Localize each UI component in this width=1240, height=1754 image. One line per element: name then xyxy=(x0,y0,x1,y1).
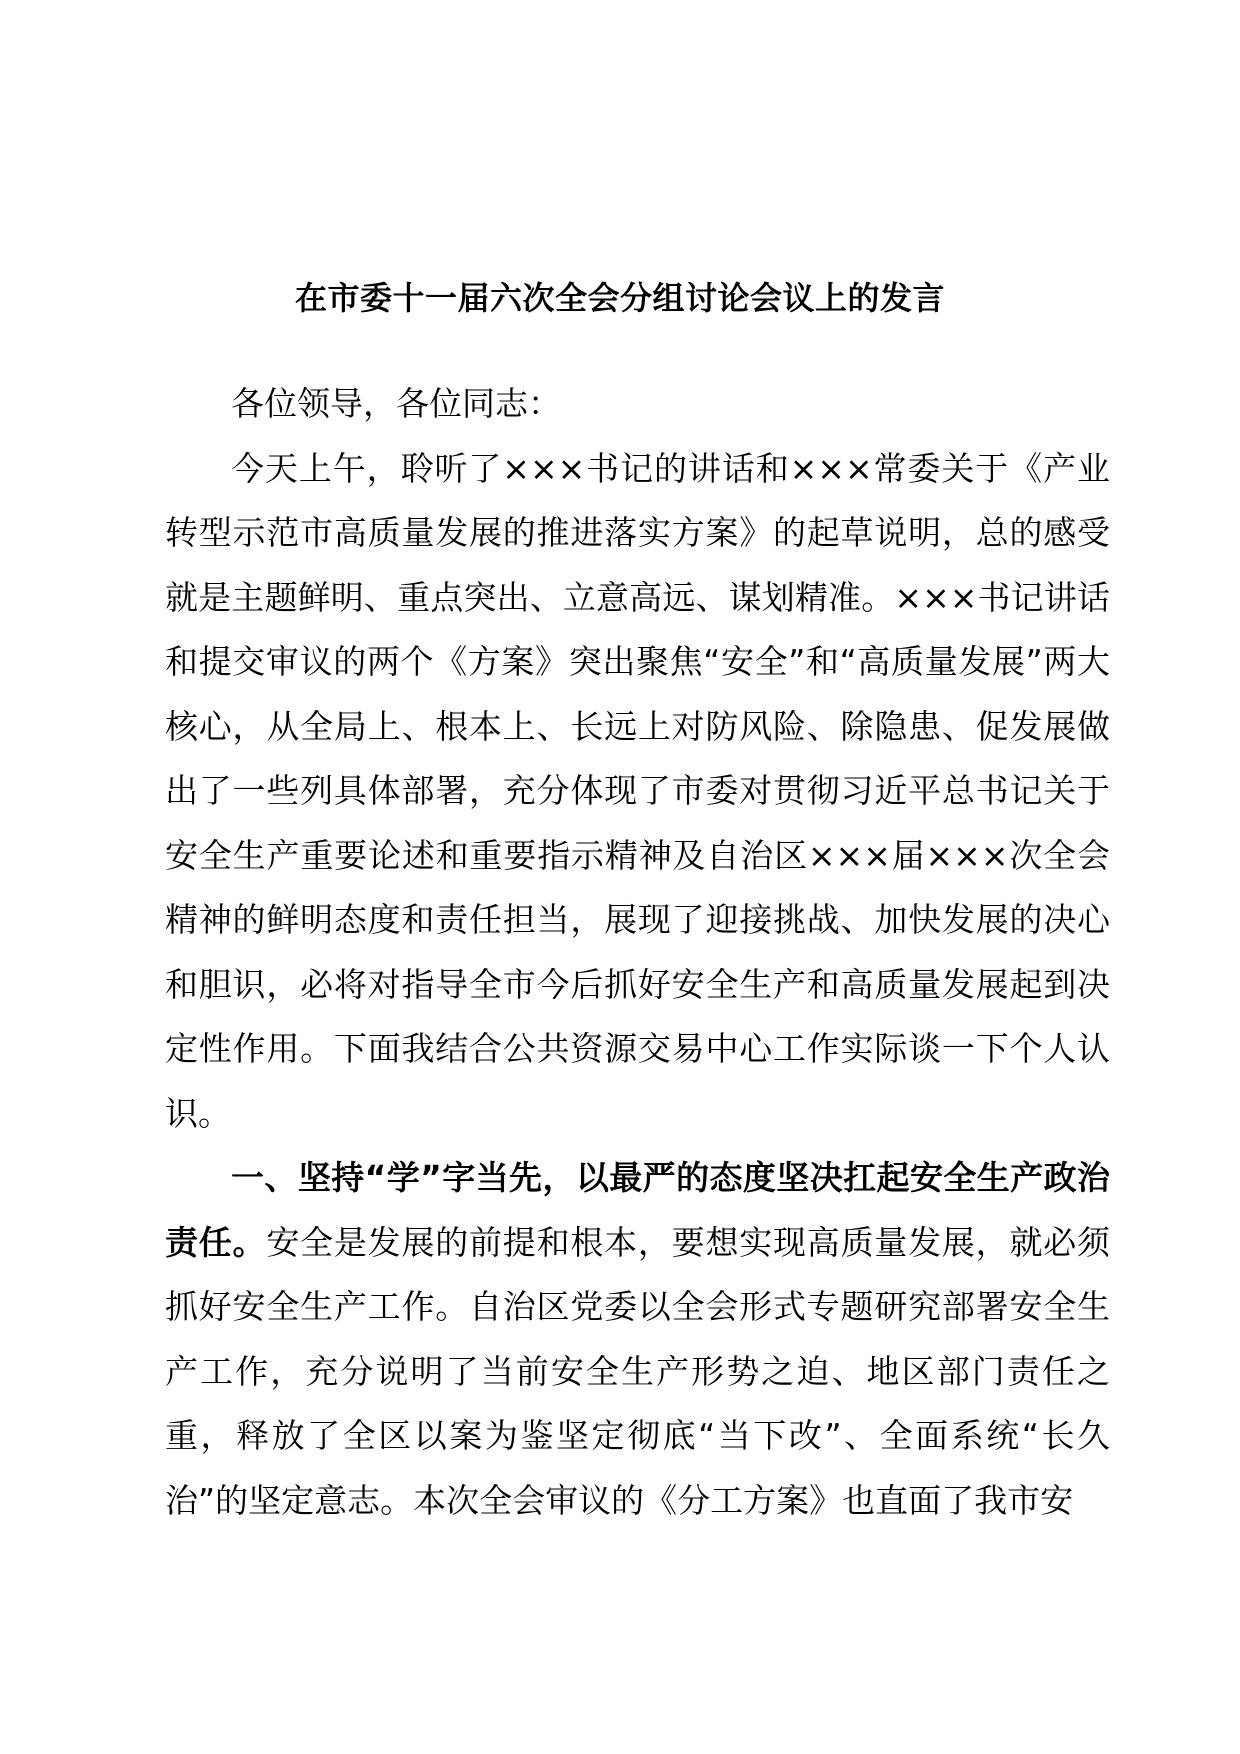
document-body xyxy=(165,372,1110,1533)
paragraph-section-1 xyxy=(165,1146,1110,1533)
section-1-heading: 一、坚持“学”字当先，以最严的态度坚决扛起安全生产政治责任。 xyxy=(165,1158,1110,1262)
paragraph-opening: 今天上午，聆听了×××书记的讲话和×××常委关于《产业转型示范市高质量发展的推进落实方案》的起草说明，总的感受就是主题鲜明、重点突出、立意高远、谋划精准。×××书记讲话和提交审议的两个《方案》突出聚焦“安全”和“高质量发展”两大核心，从全局上、根本上、长远上对防风险、除隐患、促发展做出了一些列具体部署，充分体现了市委对贯彻习近平总书记关于安全生产重要论述和重要指示精神及自治区×××届×××次全会精神的鲜明态度和责任担当，展现了迎接挑战、加快发展的决心和胆识，必将对指导全市今后抓好安全生产和高质量发展起到决定性作用。下面我结合公共资源交易中心工作实际谈一下个人认识。 xyxy=(165,448,1110,1133)
section-1-body: 安全是发展的前提和根本，要想实现高质量发展，就必须抓好安全生产工作。自治区党委以全会形式专题研究部署安全生产工作，充分说明了当前安全生产形势之迫、地区部门责任之重，释放了全区以案为鉴坚定彻底“当下改”、全面系统“长久治”的坚定意志。本次全会审议的《分工方案》也直面了我市安 xyxy=(165,1222,1111,1520)
greeting: 各位领导，各位同志： xyxy=(231,384,561,423)
document-title: 在市委十一届六次全会分组讨论会议上的发言 xyxy=(294,279,945,317)
